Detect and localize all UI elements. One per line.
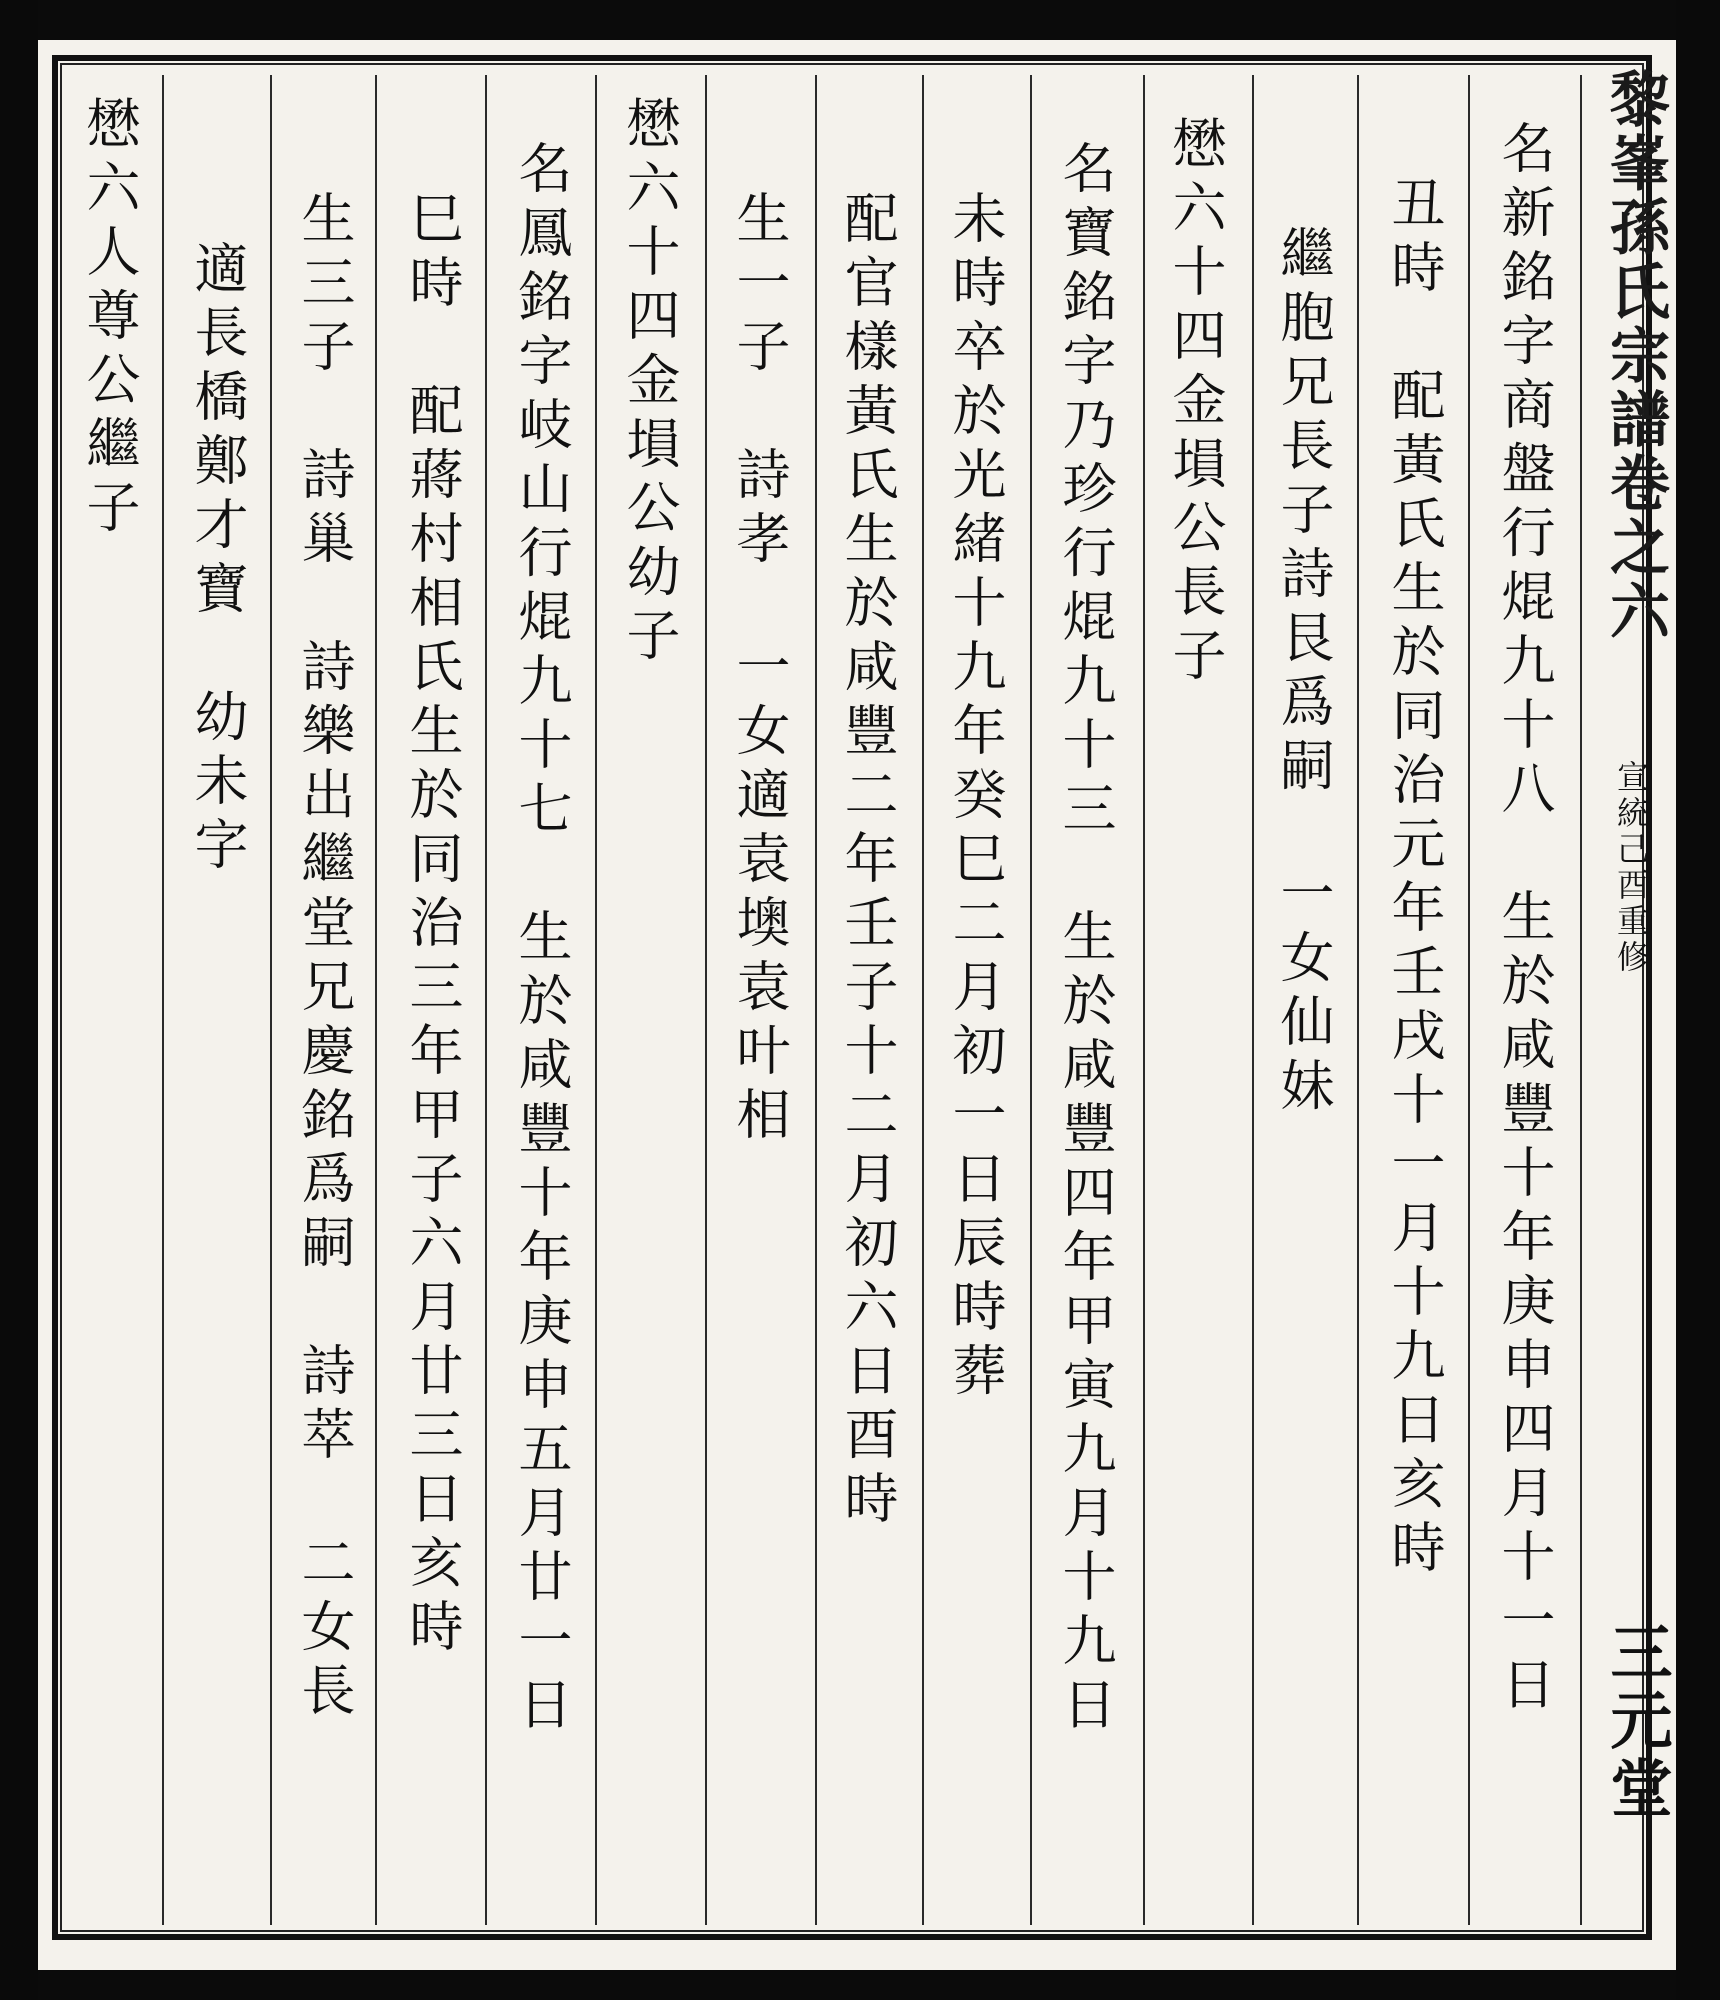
column-rule [595,75,597,1925]
column-rule [1143,75,1145,1925]
column-rule [922,75,924,1925]
book-title [1592,68,1678,644]
column-rule [705,75,707,1925]
column-rule [1030,75,1032,1925]
scan-border-left [0,0,38,2000]
column-rule [1252,75,1254,1925]
column-rule [1357,75,1359,1925]
column-rule [1468,75,1470,1925]
edition-note: 宣統己酉重修 [1612,760,1650,976]
text-column: 配官樣黃氏生於咸豐二年壬子十二月初六日酉時 [836,190,899,1534]
scan-border-bottom [0,1970,1720,2000]
text-column: 巳時 配蔣村相氏生於同治三年甲子六月廿三日亥時 [401,190,464,1662]
text-column: 懋六十四金塤公長子 [1164,115,1227,691]
text-column: 名鳳銘字岐山行焜九十七 生於咸豐十年庚申五月廿一日 [510,140,573,1740]
text-column: 生一子 詩孝 一女適袁墺袁叶相 [728,190,791,1150]
text-column: 名新銘字商盤行焜九十八 生於咸豐十年庚申四月十一日 [1493,120,1556,1720]
scan-border-right [1676,0,1720,2000]
text-column: 丑時 配黃氏生於同治元年壬戌十一月十九日亥時 [1383,175,1446,1583]
text-column: 生三子 詩巢 詩樂出繼堂兄慶銘爲嗣 詩萃 二女長 [293,190,356,1726]
column-rule [270,75,272,1925]
column-rule [485,75,487,1925]
column-rule [815,75,817,1925]
hall-name: 三元堂 [1600,1620,1673,1824]
column-rule [1580,75,1582,1925]
text-column: 名寶銘字乃珍行焜九十三 生於咸豐四年甲寅九月十九日 [1054,140,1117,1740]
scan-border-top [0,0,1720,40]
text-column: 懋六十四金塤公幼子 [618,95,681,671]
volume-text: 卷之六 [1600,452,1670,644]
text-column: 繼胞兄長子詩艮爲嗣 一女仙妹 [1272,225,1335,1121]
text-column: 適長橋鄭才寶 幼未字 [186,240,249,880]
column-rule [162,75,164,1925]
text-column: 未時卒於光緒十九年癸巳二月初一日辰時葬 [944,190,1007,1406]
text-column: 懋六人尊公繼子 [78,95,141,543]
column-rule [375,75,377,1925]
title-text: 黎峯孫氏宗譜 [1600,68,1670,452]
